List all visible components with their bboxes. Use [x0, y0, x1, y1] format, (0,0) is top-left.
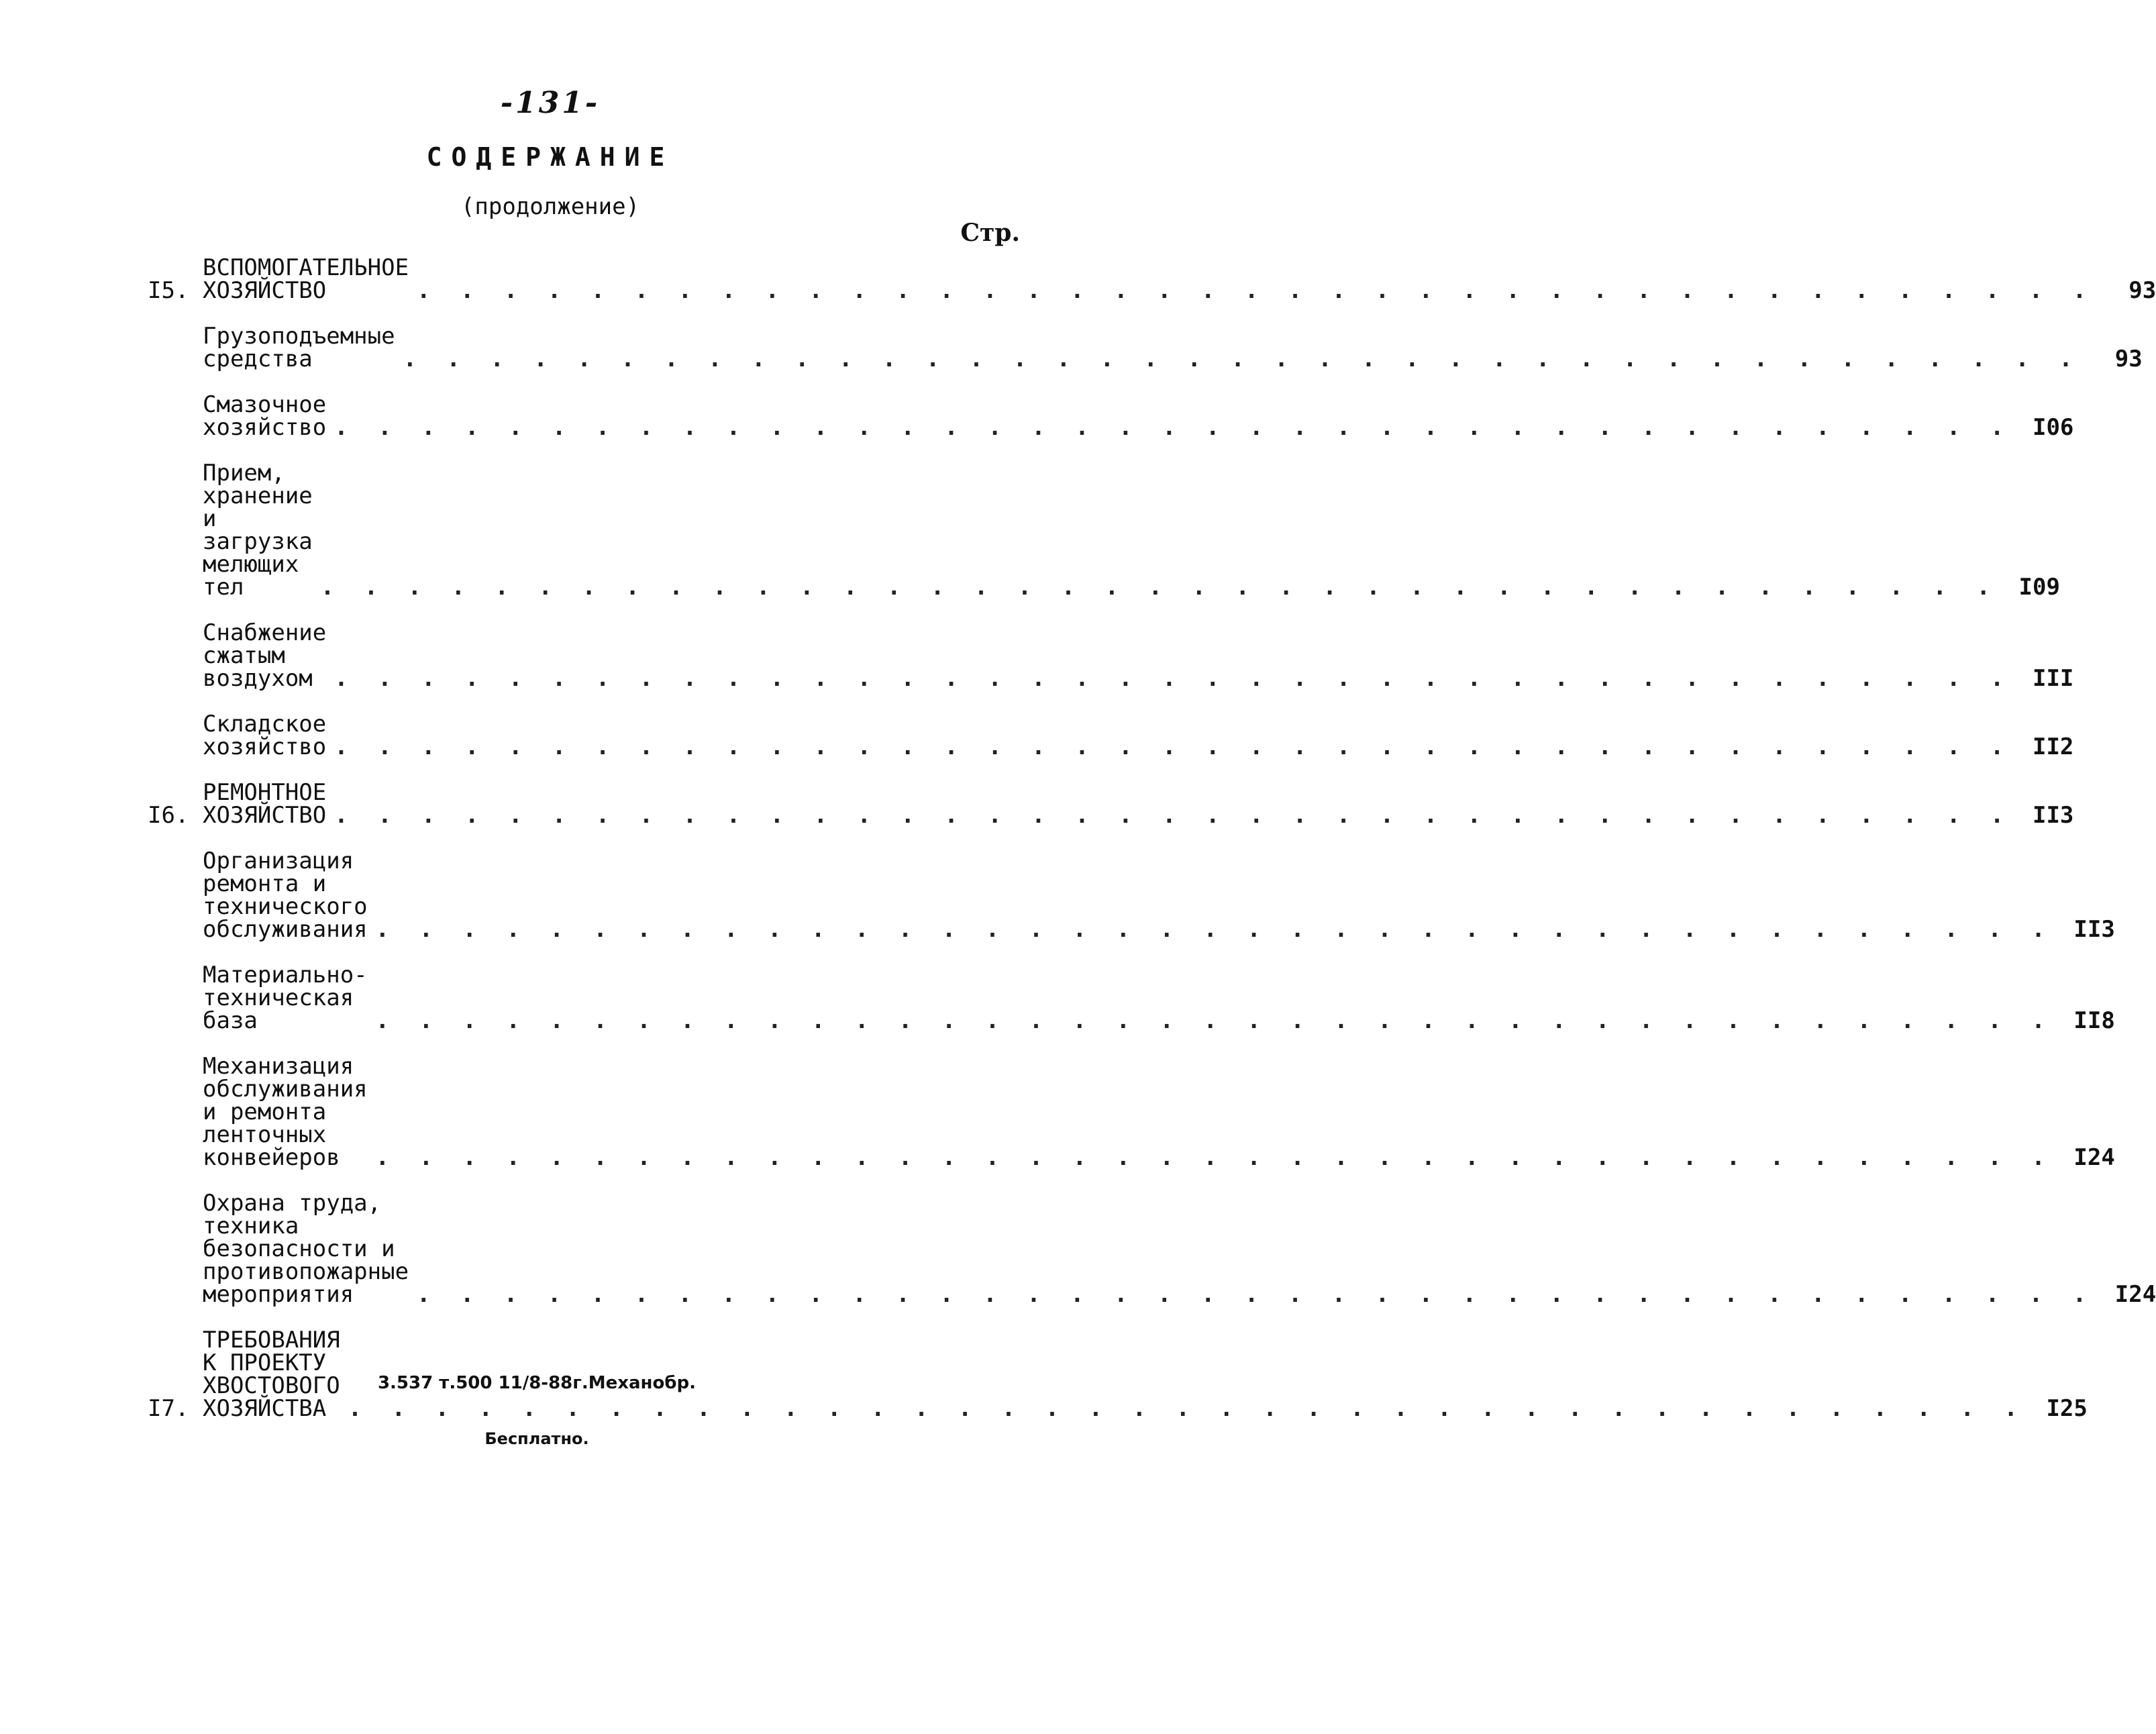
- toc-entry-number: I6.: [148, 802, 189, 829]
- toc-entry: [148, 779, 2074, 829]
- toc-dot-leader: . . . . . . . . . . . . . . . . . . . . . . . . . . . . . . . . . . . . . . .: [403, 346, 2081, 372]
- toc-entry-page: II2: [2032, 733, 2074, 760]
- toc-entry-page: 93: [2128, 277, 2156, 304]
- free-note: Бесплатно.: [484, 1429, 589, 1448]
- toc-entry-title: Охрана труда, техника безопасности и противопожарные мероприятия: [203, 1190, 409, 1308]
- toc-dot-leader: . . . . . . . . . . . . . . . . . . . . . . . . . . . . . . . . . . . . . . .: [375, 916, 2053, 943]
- toc-dot-leader: . . . . . . . . . . . . . . . . . . . . . . . . . . . . . . . . . . . . . . .: [375, 1144, 2053, 1171]
- toc-entry: [148, 619, 2074, 692]
- toc-entry-page: I06: [2032, 414, 2074, 441]
- toc-entry-page: I24: [2073, 1144, 2115, 1171]
- toc-entry: [148, 848, 2115, 943]
- toc-entry: [148, 962, 2115, 1034]
- toc-entry-title: Механизация обслуживания и ремонта ленточных конвейеров: [203, 1053, 368, 1171]
- toc-entry-page: I25: [2046, 1395, 2088, 1422]
- toc-entry: [148, 391, 2074, 441]
- print-info: 3.537 т.500 11/8-88г.Механобр.: [377, 1373, 697, 1393]
- toc-dot-leader: . . . . . . . . . . . . . . . . . . . . . . . . . . . . . . . . . . . . . . .: [375, 1007, 2053, 1034]
- toc-entry-page: II8: [2073, 1007, 2115, 1034]
- toc-entry: [148, 1053, 2115, 1171]
- toc-dot-leader: . . . . . . . . . . . . . . . . . . . . . . . . . . . . . . . . . . . . . . .: [334, 665, 2012, 692]
- toc-entry-title: ВСПОМОГАТЕЛЬНОЕ ХОЗЯЙСТВО: [203, 254, 409, 304]
- page-number: -131-: [500, 86, 601, 120]
- toc-entry: [148, 711, 2074, 760]
- toc-dot-leader: . . . . . . . . . . . . . . . . . . . . . . . . . . . . . . . . . . . . . . .: [348, 1395, 2026, 1422]
- toc-entry-title: Складское хозяйство: [203, 711, 327, 760]
- toc-entry-page: II3: [2032, 802, 2074, 829]
- toc-dot-leader: . . . . . . . . . . . . . . . . . . . . . . . . . . . . . . . . . . . . . . .: [334, 802, 2012, 829]
- document-title: СОДЕРЖАНИЕ: [426, 142, 674, 172]
- toc-entry-page: III: [2032, 665, 2074, 692]
- toc-entry: [148, 254, 2156, 304]
- toc-dot-leader: . . . . . . . . . . . . . . . . . . . . . . . . . . . . . . . . . . . . . . .: [320, 574, 1998, 601]
- table-of-contents: [148, 254, 2156, 1443]
- toc-entry-number: I7.: [148, 1395, 189, 1422]
- toc-entry-title: Материально-техническая база: [203, 962, 368, 1034]
- toc-entry-title: Снабжение сжатым воздухом: [203, 619, 327, 692]
- toc-entry: [148, 1190, 2156, 1308]
- toc-entry-page: II3: [2073, 916, 2115, 943]
- document-subtitle: (продолжение): [460, 193, 640, 220]
- toc-dot-leader: . . . . . . . . . . . . . . . . . . . . . . . . . . . . . . . . . . . . . . .: [417, 277, 2095, 304]
- toc-entry-title: Смазочное хозяйство: [203, 391, 327, 441]
- toc-entry-title: Прием, хранение и загрузка мелющих тел: [203, 460, 313, 601]
- toc-entry-title: РЕМОНТНОЕ ХОЗЯЙСТВО: [203, 779, 327, 829]
- toc-dot-leader: . . . . . . . . . . . . . . . . . . . . . . . . . . . . . . . . . . . . . . .: [417, 1281, 2095, 1308]
- toc-entry-page: I09: [2018, 574, 2060, 601]
- page-column-label: Стр.: [960, 219, 1020, 247]
- toc-dot-leader: . . . . . . . . . . . . . . . . . . . . . . . . . . . . . . . . . . . . . . .: [334, 733, 2012, 760]
- toc-entry-page: 93: [2114, 346, 2143, 372]
- toc-entry-title: Грузоподъемные средства: [203, 323, 395, 372]
- toc-entry: [148, 460, 2060, 601]
- toc-entry-title: ТРЕБОВАНИЯ К ПРОЕКТУ ХВОСТОВОГО ХОЗЯЙСТВА: [203, 1327, 340, 1422]
- toc-entry-page: I24: [2114, 1281, 2156, 1308]
- toc-entry-title: Организация ремонта и технического обслуживания: [203, 848, 368, 943]
- toc-dot-leader: . . . . . . . . . . . . . . . . . . . . . . . . . . . . . . . . . . . . . . .: [334, 414, 2012, 441]
- toc-entry: [148, 323, 2143, 372]
- toc-entry-number: I5.: [148, 277, 189, 304]
